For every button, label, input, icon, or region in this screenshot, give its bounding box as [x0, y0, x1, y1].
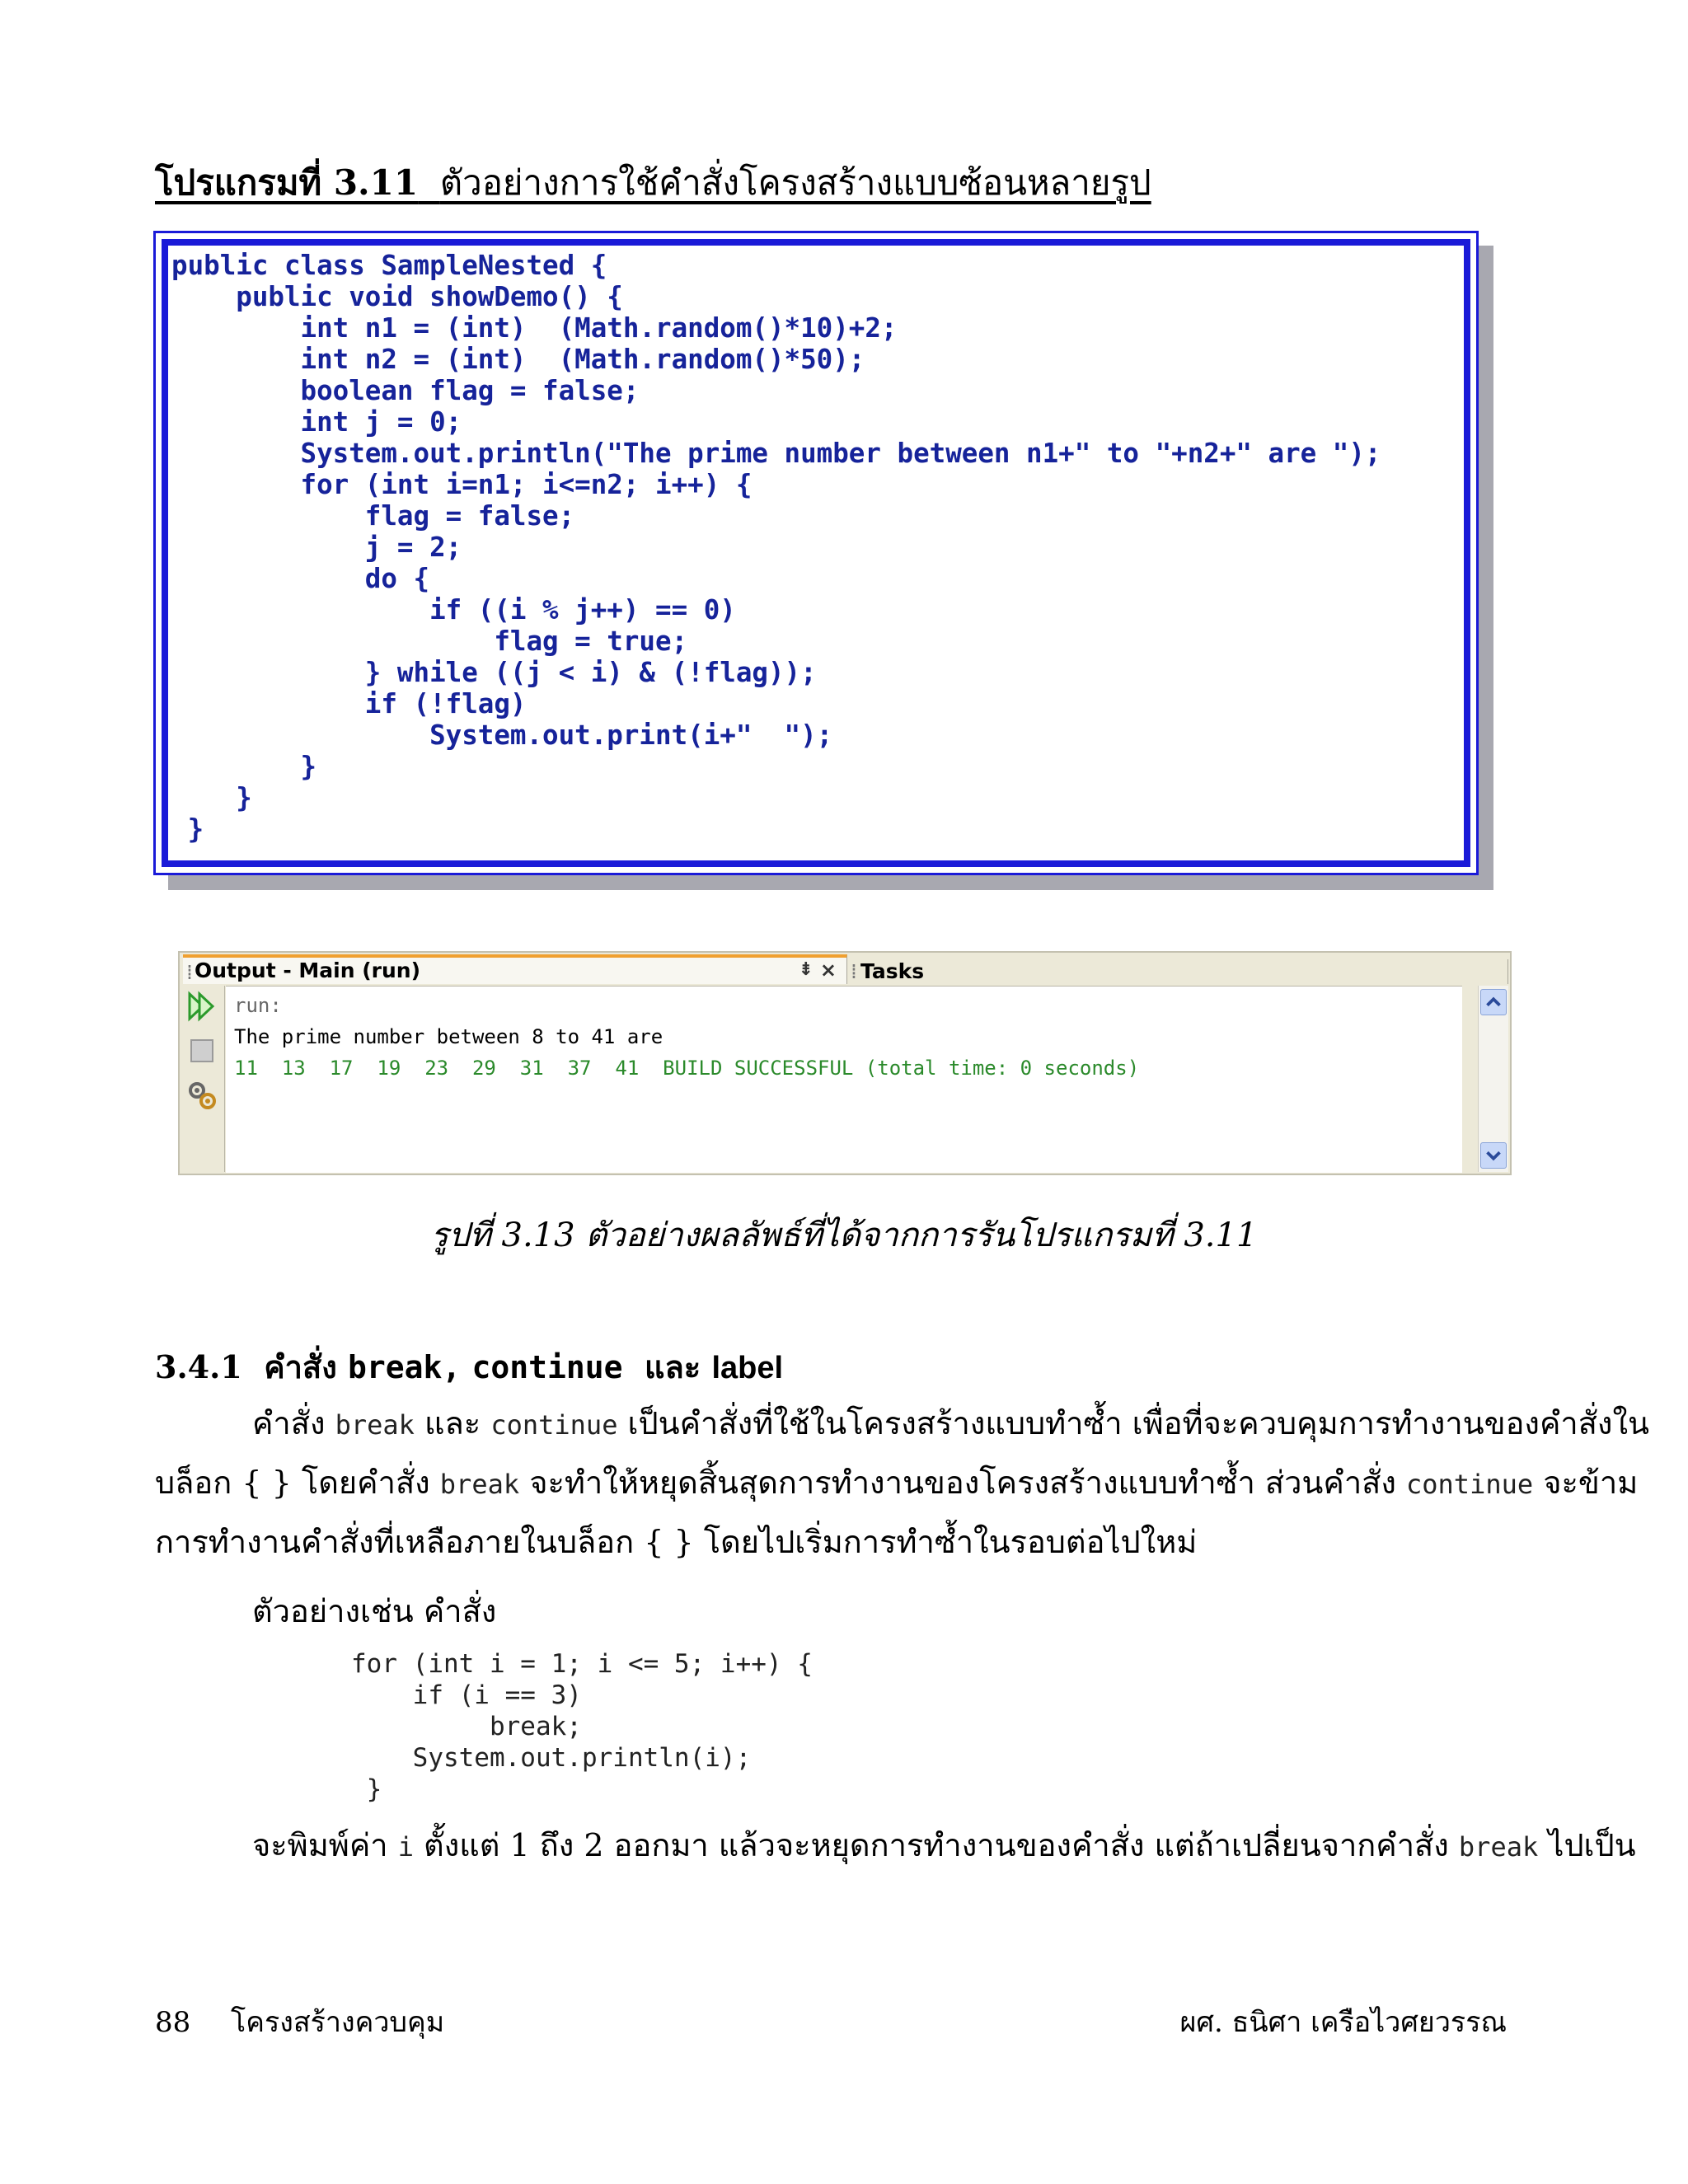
section-kw-continue: continue [471, 1349, 623, 1385]
section-word-and: และ [645, 1348, 701, 1385]
inline-code: continue [490, 1409, 618, 1441]
program-caption [155, 162, 1151, 204]
text-run: จะทำให้หยุดสิ้นสุดการทำงานของโครงสร้างแบบทำซ้ำ ส่วนคำสั่ง [529, 1465, 1396, 1501]
text-run: ไปเป็น [1548, 1827, 1636, 1863]
output-line-heading: The prime number between 8 to 41 are [234, 1025, 663, 1048]
rerun-icon[interactable] [186, 991, 218, 1022]
text-run: จะพิมพ์ค่า [252, 1827, 388, 1863]
text-run: คำสั่ง [252, 1405, 326, 1441]
scroll-up-icon[interactable] [1480, 989, 1507, 1015]
tab-tasks-label: Tasks [860, 959, 925, 983]
section-number: 3.4.1 [155, 1348, 242, 1385]
section-heading [155, 1347, 783, 1389]
tab-grip-icon: ⁞ [851, 959, 857, 983]
inline-code: break [439, 1469, 520, 1500]
program-title: ตัวอย่างการใช้คำสั่งโครงสร้างแบบซ้อนหลายรูป [439, 162, 1151, 203]
paragraph-line-1 [252, 1403, 1649, 1446]
paragraph-line-3: การทำงานคำสั่งที่เหลือภายในบล็อก { } โดยไปเริ่มการทำซ้ำในรอบต่อไปใหม่ [155, 1524, 1198, 1560]
ide-output-panel [178, 951, 1512, 1175]
tab-output-label: Output - Main (run) [195, 958, 421, 982]
example-intro: ตัวอย่างเช่น คำสั่ง [252, 1593, 497, 1629]
output-line-result: 11 13 17 19 23 29 31 37 41 BUILD SUCCESSFUL (total time: 0 seconds) [234, 1057, 1140, 1080]
text-run: และ [424, 1405, 481, 1441]
inline-code: break [335, 1409, 415, 1441]
tab-grip-icon: ⁞ [186, 960, 193, 984]
paragraph-last-line [252, 1825, 1636, 1868]
stop-icon[interactable] [186, 1035, 218, 1066]
settings-icon[interactable] [186, 1080, 218, 1111]
footer-author: ผศ. ธนิศา เครือไวศยวรรณ [1179, 2006, 1507, 2039]
text-run: จะข้าม [1543, 1465, 1639, 1501]
output-toolbar [181, 986, 225, 1172]
section-kw-break: break, [348, 1349, 462, 1385]
output-scrollbar[interactable] [1478, 986, 1508, 1172]
text-run: บล็อก { } โดยคำสั่ง [155, 1465, 430, 1501]
menu-icon[interactable]: ⇟ [798, 959, 814, 980]
figure-caption: รูปที่ 3.13 ตัวอย่างผลลัพธ์ที่ได้จากการรันโปรแกรมที่ 3.11 [430, 1216, 1258, 1254]
tab-tasks[interactable] [849, 959, 1508, 984]
inline-code: continue [1406, 1469, 1534, 1500]
inline-code: i [397, 1831, 414, 1863]
footer-chapter: โครงสร้างควบคุม [231, 2006, 445, 2039]
text-run: ตั้งแต่ 1 ถึง 2 ออกมา แล้วจะหยุดการทำงานของคำสั่ง แต่ถ้าเปลี่ยนจากคำสั่ง [424, 1827, 1449, 1863]
output-line-run: run: [234, 994, 282, 1017]
scroll-down-icon[interactable] [1480, 1142, 1507, 1169]
inline-code: break [1458, 1831, 1539, 1863]
text-run: เป็นคำสั่งที่ใช้ในโครงสร้างแบบทำซ้ำ เพื่อที่จะควบคุมการทำงานของคำสั่งใน [627, 1405, 1650, 1441]
program-number: โปรแกรมที่ 3.11 [155, 162, 419, 203]
close-icon[interactable]: × [819, 958, 837, 982]
section-word-label: label [711, 1351, 784, 1385]
footer-page-number: 88 [155, 2006, 191, 2039]
output-console[interactable] [226, 986, 1462, 1173]
code-listing: public class SampleNested { public void showDemo() { int n1 = (int) (Math.random()*10)+2; int n2 = (int) (Math.random()*50); boolean flag = false; int j = 0; System.out.println("The prime number between n1+" to "+n2+" are "); for (int i=n1; i<=n2; i++) { flag = false; j = 2; do { if ((i % j++) == 0) flag = true; } while ((j < i) & (!flag)); if (!flag) System.out.print(i+" "); } } } [171, 250, 1381, 845]
tab-output[interactable] [183, 954, 847, 984]
example-code: for (int i = 1; i <= 5; i++) { if (i == 3) break; System.out.println(i); } [351, 1649, 813, 1804]
section-word-command: คำสั่ง [264, 1348, 337, 1385]
paragraph-line-2 [155, 1462, 1638, 1505]
